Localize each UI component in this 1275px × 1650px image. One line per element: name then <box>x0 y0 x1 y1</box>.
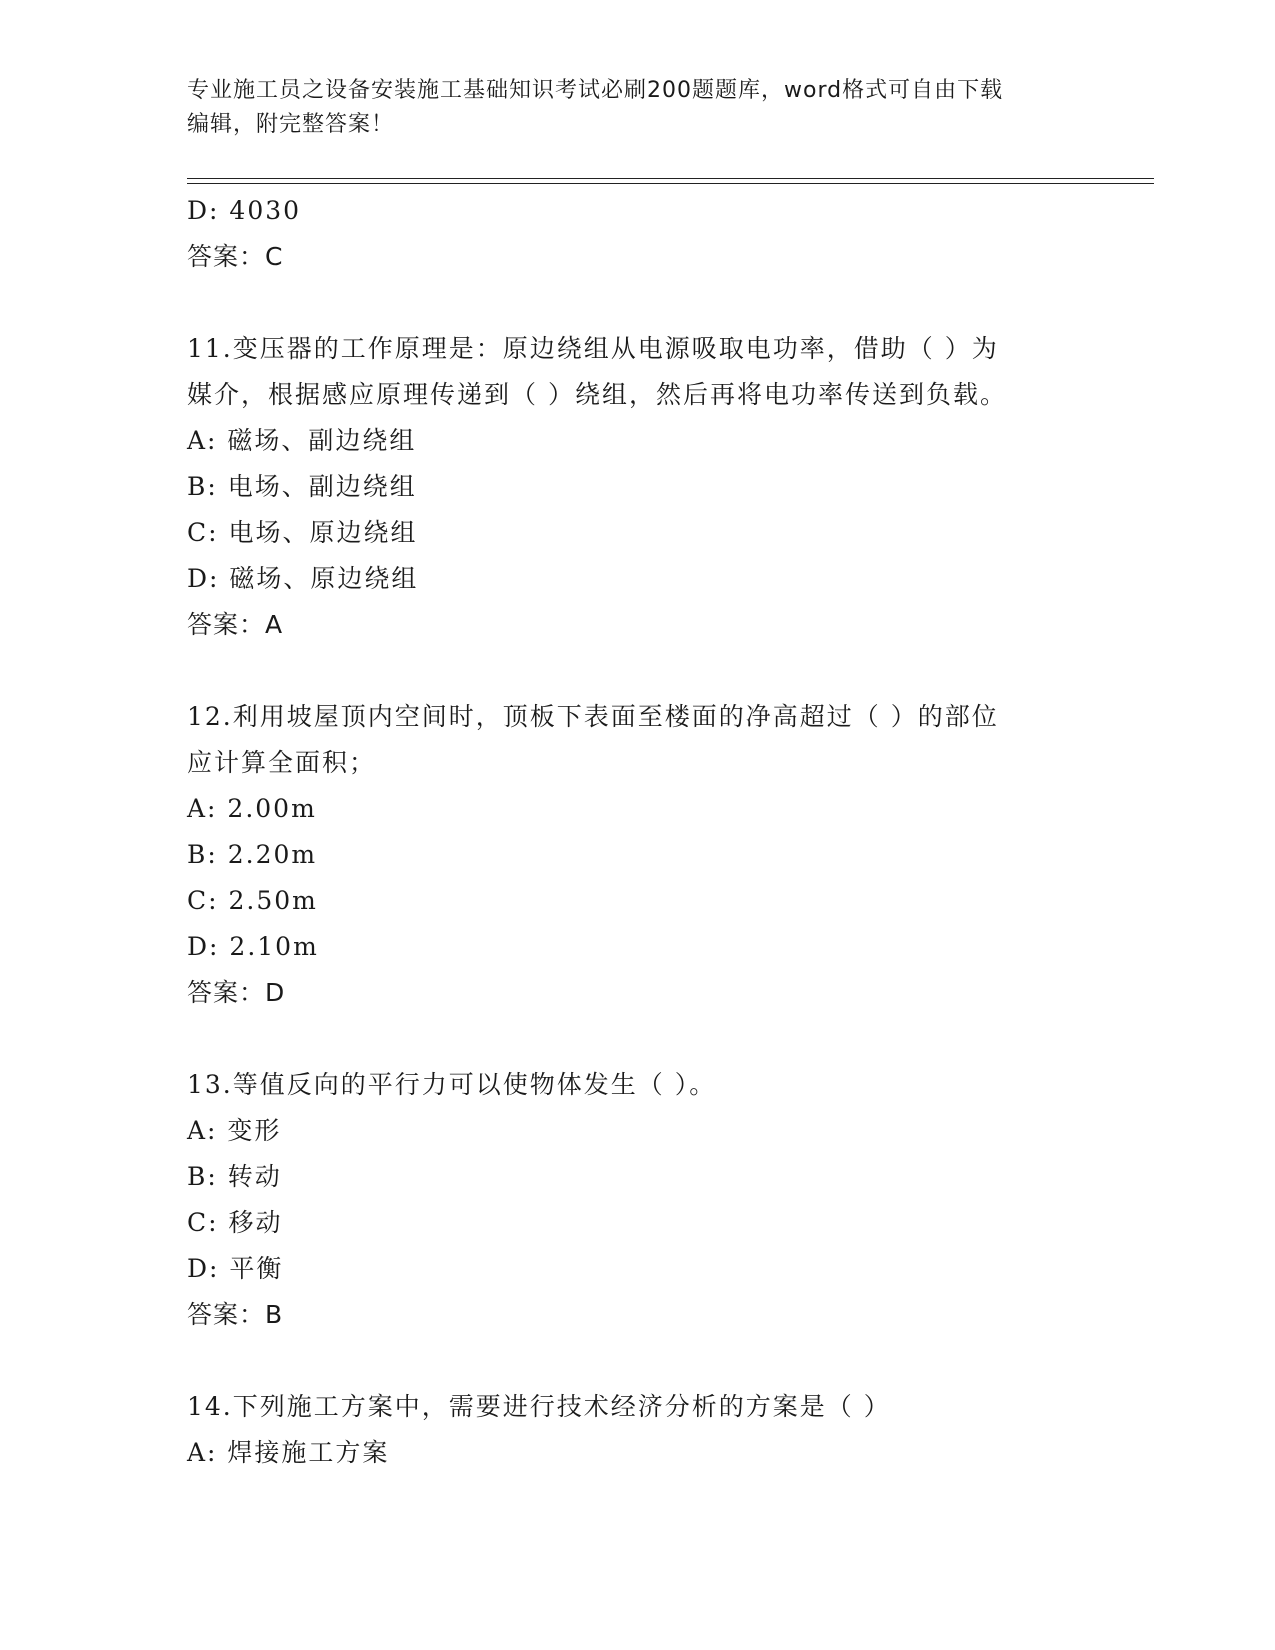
question-stem: 13.等值反向的平行力可以使物体发生（ ）。 <box>187 1070 717 1099</box>
question-14 <box>187 1384 1087 1476</box>
document-header <box>187 74 1067 142</box>
header-line-1: 专业施工员之设备安装施工基础知识考试必刷200题题库，word格式可自由下载 <box>187 78 1004 103</box>
question-stem-cont: 媒介，根据感应原理传递到（ ）绕组，然后再将电功率传送到负载。 <box>187 380 1007 409</box>
option-b: B: 转动 <box>187 1162 282 1191</box>
option-a: A: 焊接施工方案 <box>187 1438 390 1467</box>
question-12 <box>187 694 1087 1016</box>
question-stem: 12.利用坡屋顶内空间时，顶板下表面至楼面的净高超过（ ）的部位 <box>187 702 999 731</box>
question-list <box>187 188 1087 1476</box>
answer-line: 答案：C <box>187 242 284 271</box>
header-line-2: 编辑，附完整答案！ <box>187 112 395 137</box>
option-a: A: 磁场、副边绕组 <box>187 426 417 455</box>
question-stem: 14.下列施工方案中，需要进行技术经济分析的方案是（ ） <box>187 1392 891 1421</box>
answer-line: 答案：D <box>187 978 286 1007</box>
question-stem-cont: 应计算全面积； <box>187 748 377 777</box>
answer-line: 答案：A <box>187 610 284 639</box>
option-c: C: 电场、原边绕组 <box>187 518 418 547</box>
header-divider-bottom <box>187 183 1154 184</box>
option-d: D: 磁场、原边绕组 <box>187 564 419 593</box>
question-11 <box>187 326 1087 648</box>
option-a: A: 2.00m <box>187 794 317 823</box>
option-d: D: 平衡 <box>187 1254 284 1283</box>
option-d: D: 4030 <box>187 196 302 225</box>
option-c: C: 移动 <box>187 1208 283 1237</box>
option-c: C: 2.50m <box>187 886 318 915</box>
question-stem: 11.变压器的工作原理是：原边绕组从电源吸取电功率，借助（ ）为 <box>187 334 999 363</box>
header-divider-top <box>187 178 1154 179</box>
answer-line: 答案：B <box>187 1300 284 1329</box>
option-b: B: 2.20m <box>187 840 318 869</box>
question-13 <box>187 1062 1087 1338</box>
option-d: D: 2.10m <box>187 932 319 961</box>
option-b: B: 电场、副边绕组 <box>187 472 417 501</box>
option-a: A: 变形 <box>187 1116 282 1145</box>
